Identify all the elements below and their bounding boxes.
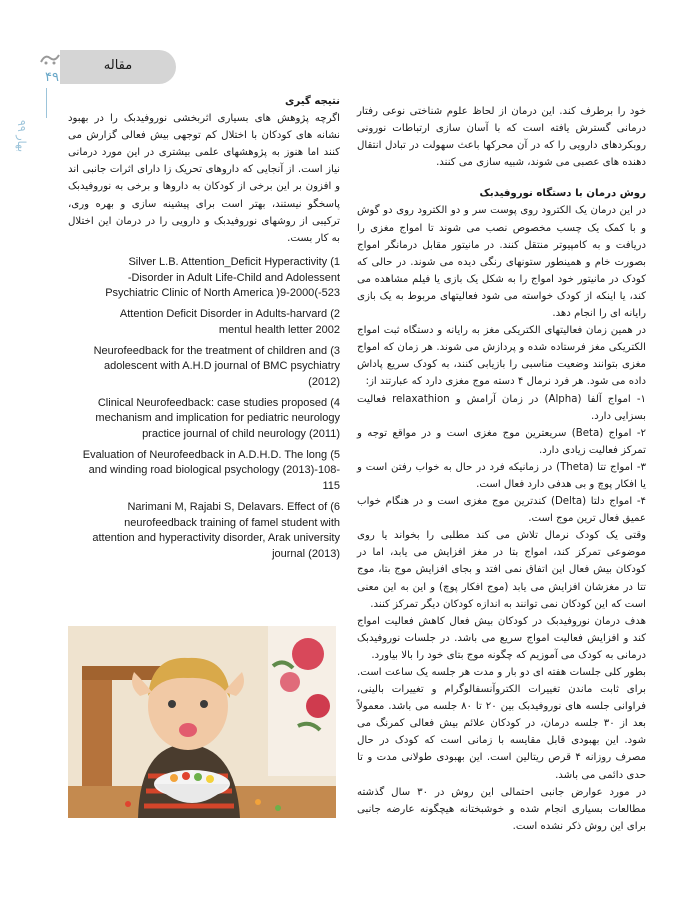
conclusion-heading: نتیجه گیری — [285, 96, 340, 107]
reference-item — [68, 396, 340, 443]
reference-line: Attention Deficit Disorder in Adults-harvard (2 — [119, 308, 340, 321]
margin-divider — [46, 88, 47, 118]
reference-line: (2013) journal — [272, 547, 340, 560]
child-cereal-photo — [68, 626, 336, 818]
section-label: مقاله — [103, 58, 133, 73]
conclusion-text: اگرچه پژوهش های بسیاری اثربخشی نوروفیدبک را در بهبود نشانه های کودکان با اختلال کم توجهی بیش فعالی گزارش می کنند اما هنوز به پژوهشهای علمی بیشتری در این مورد درمانی نیاز است. از آنجایی که داروهای تحریک زا دارای اثرات جانبی اند و افزون بر این برخی از کودکان به داروها و برخی به نوروفیدبک پاسخگو نیستند، بهتر است برای پیشینه سازی و بهره وری، ترکیبی از روشهای نوروفیدبک و دارویی را در درمان این اختلال به کار بست. — [68, 113, 340, 244]
paragraph: وقتی یک کودک نرمال تلاش می کند مطلبی را بخواند یا روی موضوعی تمرکز کند، امواج بتا در مغز افزایش می یابد، اما در کودکان بیش فعال این اتفاق نمی افتد و بجای افزایش موج بتا، موج تتا در مغزشان افزایش می یابد (موج افکار پوچ) و این به این معنی است که این کودکان نمی توانند به اندازه کودکان دیگر تمرکز کنند. — [357, 530, 646, 610]
paragraph: در همین زمان فعالیتهای الکتریکی مغز به رایانه و دستگاه ثبت امواج الکتریکی مغز فرستاده شده و پردازش می شوند. هر زمان که امواج مغزی بتوانند وضعیت مناسبی را بازیابی کنند، به کودک سریع پاداش داده می شود. هر فرد نرمال ۴ دسته موج مغزی دارد که عبارتند از: — [357, 325, 646, 388]
reference-line: Evaluation of Neurofeedback in A.D.H.D. The long (5 — [82, 448, 340, 461]
reference-line: neurofeedback training of famel student with — [124, 516, 340, 529]
list-item: ۴- امواج دلتا (Delta) کندترین موج مغزی است و در هنگام خواب عمیق فعال ترین موج است. — [357, 496, 646, 525]
reference-line: Clinical Neurofeedback: case studies proposed (4 — [97, 396, 340, 409]
page-number: ۴۹ — [45, 70, 59, 85]
reference-line: mechanism and implication for pediatric neurology — [95, 412, 340, 425]
list-item: ۲- امواج (Beta) سریعترین موج مغزی است و در مواقع توجه و تمرکز فعالیت زیادی دارد. — [357, 427, 646, 456]
reference-line: adolescent with A.H.D journal of BMC psychiatry — [104, 360, 340, 373]
issue-label: بهار ۹۹ — [15, 120, 28, 153]
reference-item — [68, 307, 340, 338]
reference-line: (2012) — [308, 375, 340, 388]
reference-item — [68, 344, 340, 391]
references-list — [68, 255, 340, 568]
reference-line: Disorder in Adult Life-Child and Adolessent- — [127, 271, 340, 284]
reference-line: Narimani M, Rajabi S, Delavars. Effect of (6 — [127, 500, 340, 513]
reference-item — [68, 500, 340, 563]
reference-line: Silver L.B. Attention_Deficit Hyperactivity (1 — [128, 256, 340, 268]
paragraph: در مورد عوارض جانبی احتمالی این روش در ۳۰ سال گذشته مطالعات بسیاری انجام شده و خوشبختانه هیچگونه عارضه جانبی برای این روش ذکر نشده است. — [357, 786, 646, 832]
paragraph: در این درمان یک الکترود روی پوست سر و دو الکترود روی دو گوش و با کمک یک چسب مخصوص نصب می شوند تا امواج مغزی را دریافت و به کامپیوتر منتقل کنند. در مانیتور مقابل درمانگر امواج بصورت خام و همینطور ستونهای رنگی دیده می شوند. در حالی که کودک در مانیتور خود امواج را به شکل یک بازی یا فیلم مشاهده می کند، یا اینکه از کودک خواسته می شود فعالیتهای مربوط به یک بازی رایانه ای را انجام دهد. — [357, 205, 646, 320]
paragraph: بطور کلی جلسات هفته ای دو بار و مدت هر جلسه یک ساعت است. برای ثابت ماندن تغییرات الکتروآنسفالوگرام و تغییرات بالینی، فراوانی جلسه های نوروفیدبک بین ۲۰ تا ۸۰ جلسه می باشد. معمولاً بعد از ۳۰ جلسه درمان، در کودکان علائم بیش فعالی کمرنگ می شود. این بهبودی قابل مقایسه با زمانی است که کودک در حال مصرف روزانه ۴ قرص ریتالین است. این بهبودی طولانی مدت و تا حدی دائمی می باشد. — [357, 667, 647, 781]
reference-item — [68, 448, 340, 495]
reference-line: attention and hyperactivity disorder, Arak university — [92, 532, 340, 545]
reference-item — [68, 255, 340, 302]
reference-line: (2011) practice journal of child neurology — [142, 428, 340, 441]
section-tab — [60, 50, 176, 84]
section-heading: روش درمان با دستگاه نوروفیدبک — [479, 188, 646, 200]
list-item: ۱- امواج آلفا (Alpha) در زمان آرامش و relaxathion فعالیت بسزایی دارد. — [357, 393, 646, 422]
conclusion-section — [68, 93, 340, 247]
reference-line: Neurofeedback for the treatment of children and (3 — [93, 344, 340, 357]
reference-line: -108-(2013) and winding road biological psychology — [88, 464, 340, 477]
reference-line: 523-)9-2000( Psychiatric Clinic of North America — [105, 287, 340, 300]
paragraph: خود را برطرف کند. این درمان از لحاظ علوم شناختی نوعی رفتار درمانی گسترش یافته است که با آسان سازی ارتباطات نورونی روبکردهای دارویی را که در آن محرکها باعث سهولت در تبادل انتقال دهنده های عصبی می شوند، شبیه سازی می کنند. — [357, 106, 646, 169]
reference-line: 115 — [322, 480, 340, 493]
right-column — [357, 103, 646, 835]
list-item: ۳- امواج تتا (Theta) در زمانیکه فرد در حال به خواب رفتن است و یا افکار پوچ و بی هدفی دارد فعال است. — [357, 461, 646, 490]
reference-line: 2002 mentul health letter — [218, 323, 340, 336]
paragraph: هدف درمان نوروفیدبک در کودکان بیش فعال کاهش فعالیت امواج کند و افزایش فعالیت امواج سریع می باشد. در جلسات نوروفیدبک درمانی به کودک می آموزیم که چگونه موج بتای خود را بالا بیاورد. — [357, 615, 646, 661]
magazine-logo-icon — [40, 52, 60, 66]
